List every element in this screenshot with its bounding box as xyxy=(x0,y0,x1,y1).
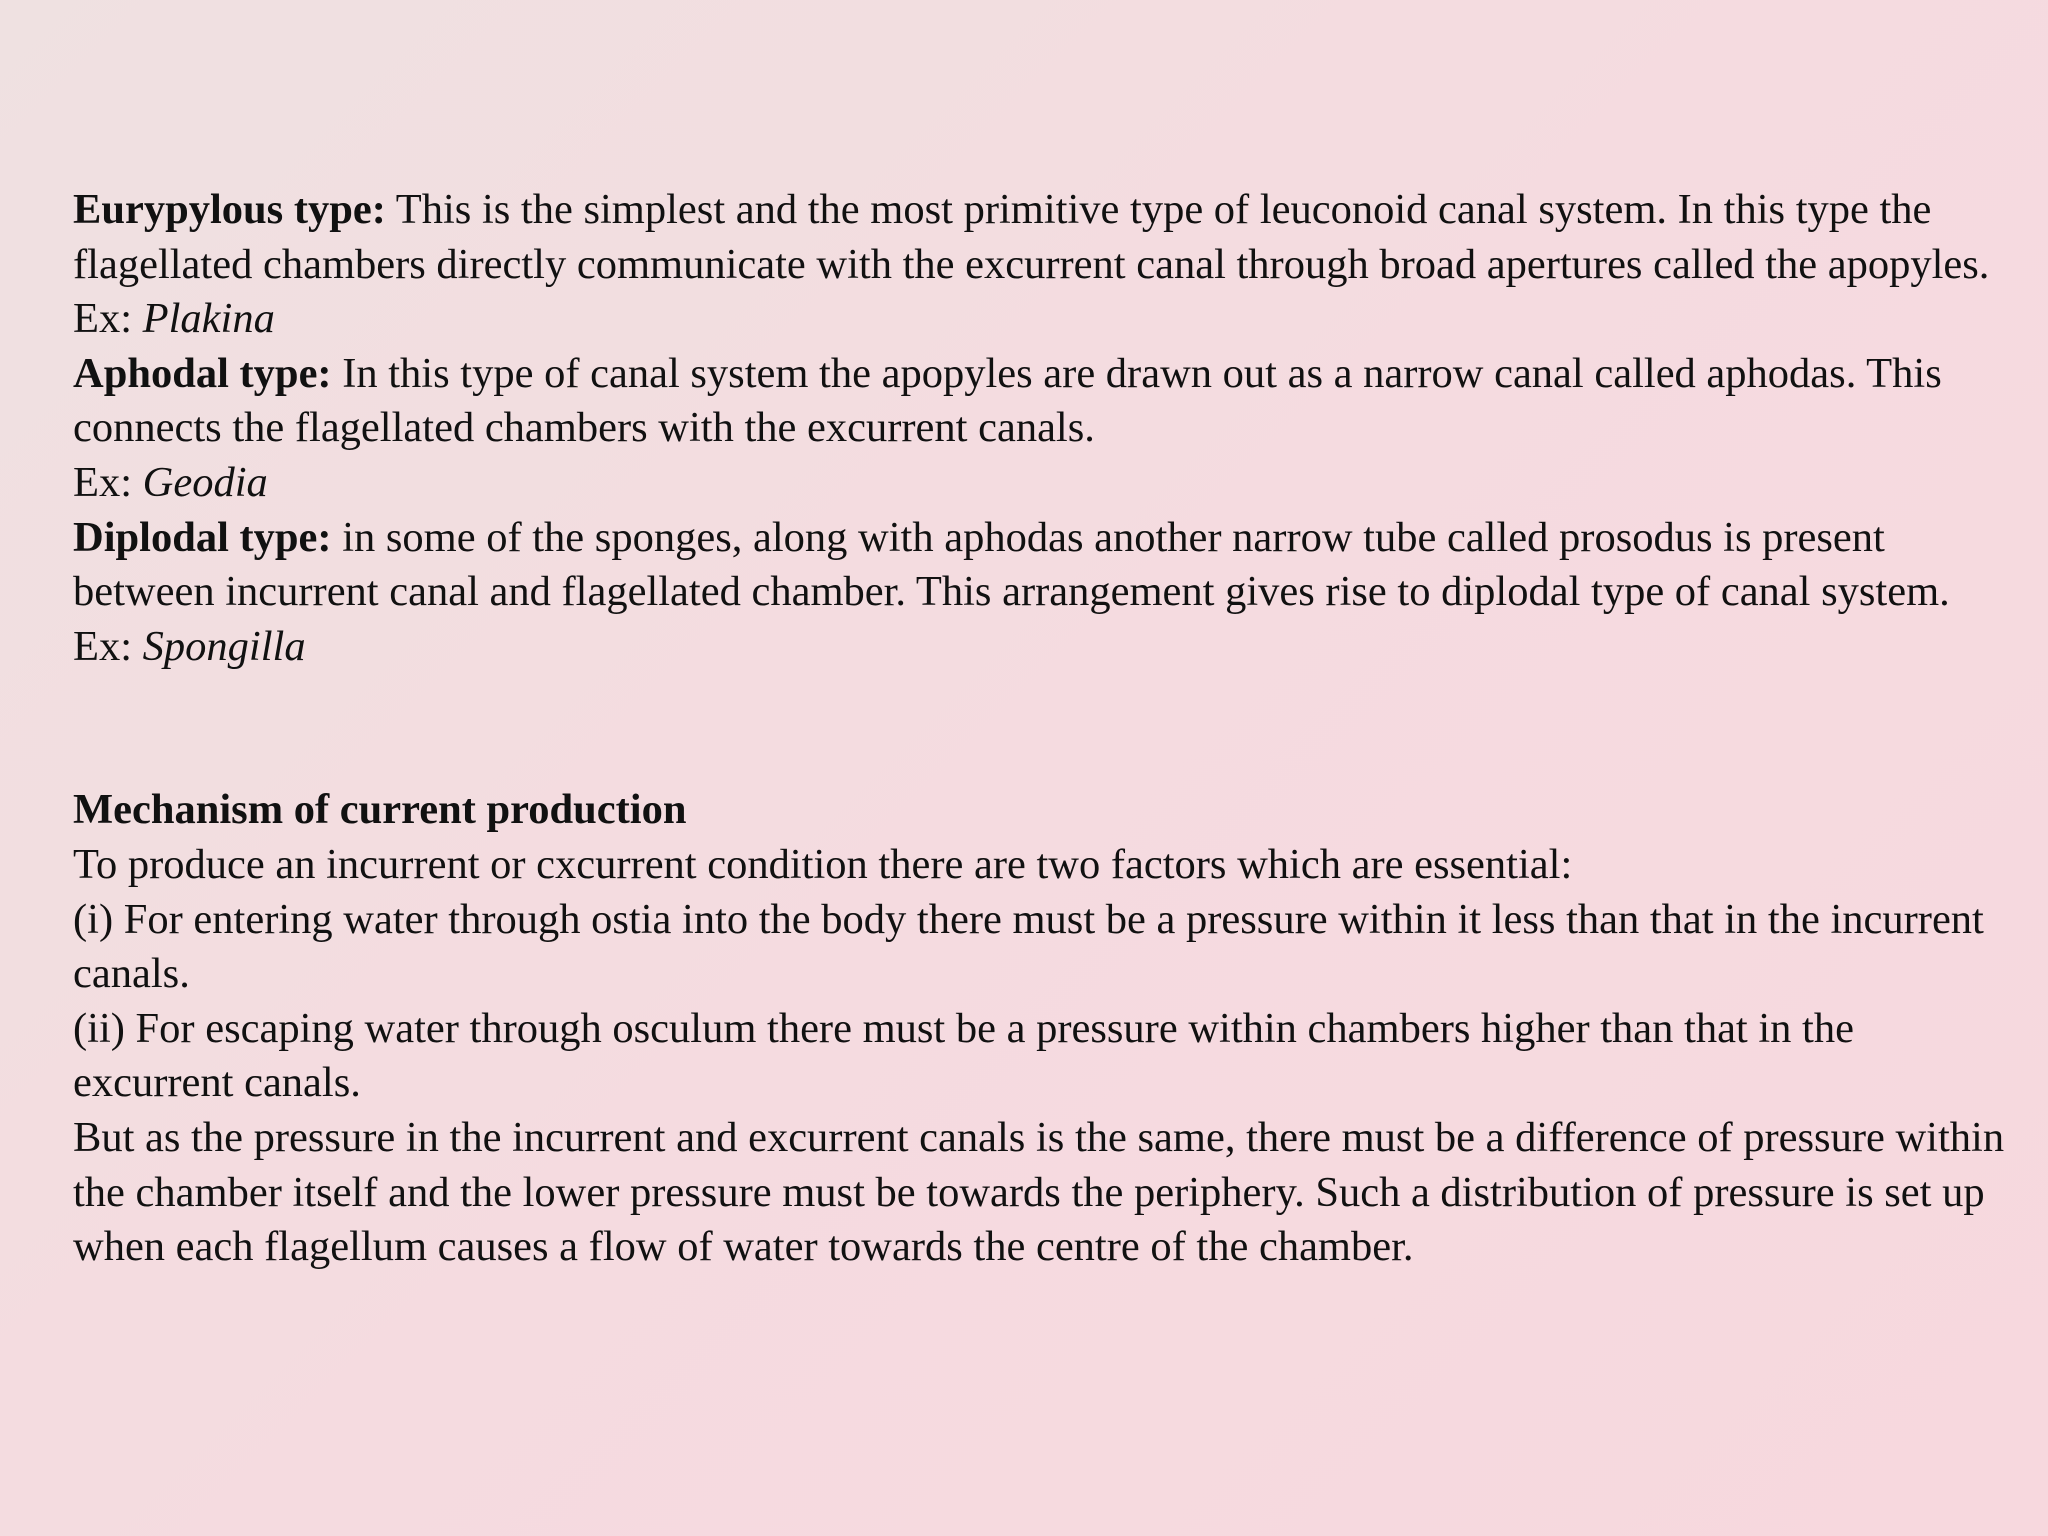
diplodal-example xyxy=(73,620,2013,675)
section-spacer xyxy=(73,674,2013,783)
diplodal-heading: Diplodal type: xyxy=(73,513,332,561)
example-prefix: Ex: xyxy=(73,622,143,670)
mechanism-point-1: (i) For entering water through ostia into the body there must be a pressure within it less than that in the incurrent canals. xyxy=(73,895,1984,998)
eurypylous-heading: Eurypylous type: xyxy=(73,186,386,233)
example-prefix: Ex: xyxy=(73,295,143,343)
aphodal-text: In this type of canal system the apopyles are drawn out as a narrow canal called aphodas. This connects the flagellated chambers with the excurrent canals. xyxy=(73,349,1942,452)
diplodal-paragraph xyxy=(73,511,2013,620)
mechanism-intro: To produce an incurrent or cxcurrent condition there are two factors which are essential: xyxy=(73,840,1573,888)
eurypylous-text: This is the simplest and the most primitive type of leuconoid canal system. In this type the flagellated chambers directly communicate with the excurrent canal through broad apertures called the apopyles. xyxy=(73,186,1990,288)
aphodal-example xyxy=(73,456,2013,511)
aphodal-heading: Aphodal type: xyxy=(73,349,332,397)
slide-content xyxy=(73,183,2013,1275)
eurypylous-example-name: Plakina xyxy=(142,295,275,343)
mechanism-point-2: (ii) For escaping water through osculum there must be a pressure within chambers higher than that in the excurrent canals. xyxy=(73,1004,1854,1107)
eurypylous-example xyxy=(73,292,2013,347)
diplodal-example-name: Spongilla xyxy=(142,622,306,670)
mechanism-heading-line xyxy=(73,783,2013,838)
aphodal-paragraph xyxy=(73,347,2013,456)
example-prefix: Ex: xyxy=(73,458,143,506)
mechanism-conclusion: But as the pressure in the incurrent and excurrent canals is the same, there must be a difference of pressure within the chamber itself and the lower pressure must be towards the periphery. Such a distribution of pressure is set up when each flagellum causes a flow of water towards the centre of the chamber. xyxy=(73,1113,2005,1271)
aphodal-example-name: Geodia xyxy=(142,458,268,506)
mechanism-heading: Mechanism of current production xyxy=(73,786,687,834)
diplodal-text: in some of the sponges, along with aphodas another narrow tube called prosodus is present between incurrent canal and flagellated chamber. This arrangement gives rise to diplodal type of canal system. xyxy=(73,513,1950,616)
eurypylous-paragraph xyxy=(73,183,2013,292)
